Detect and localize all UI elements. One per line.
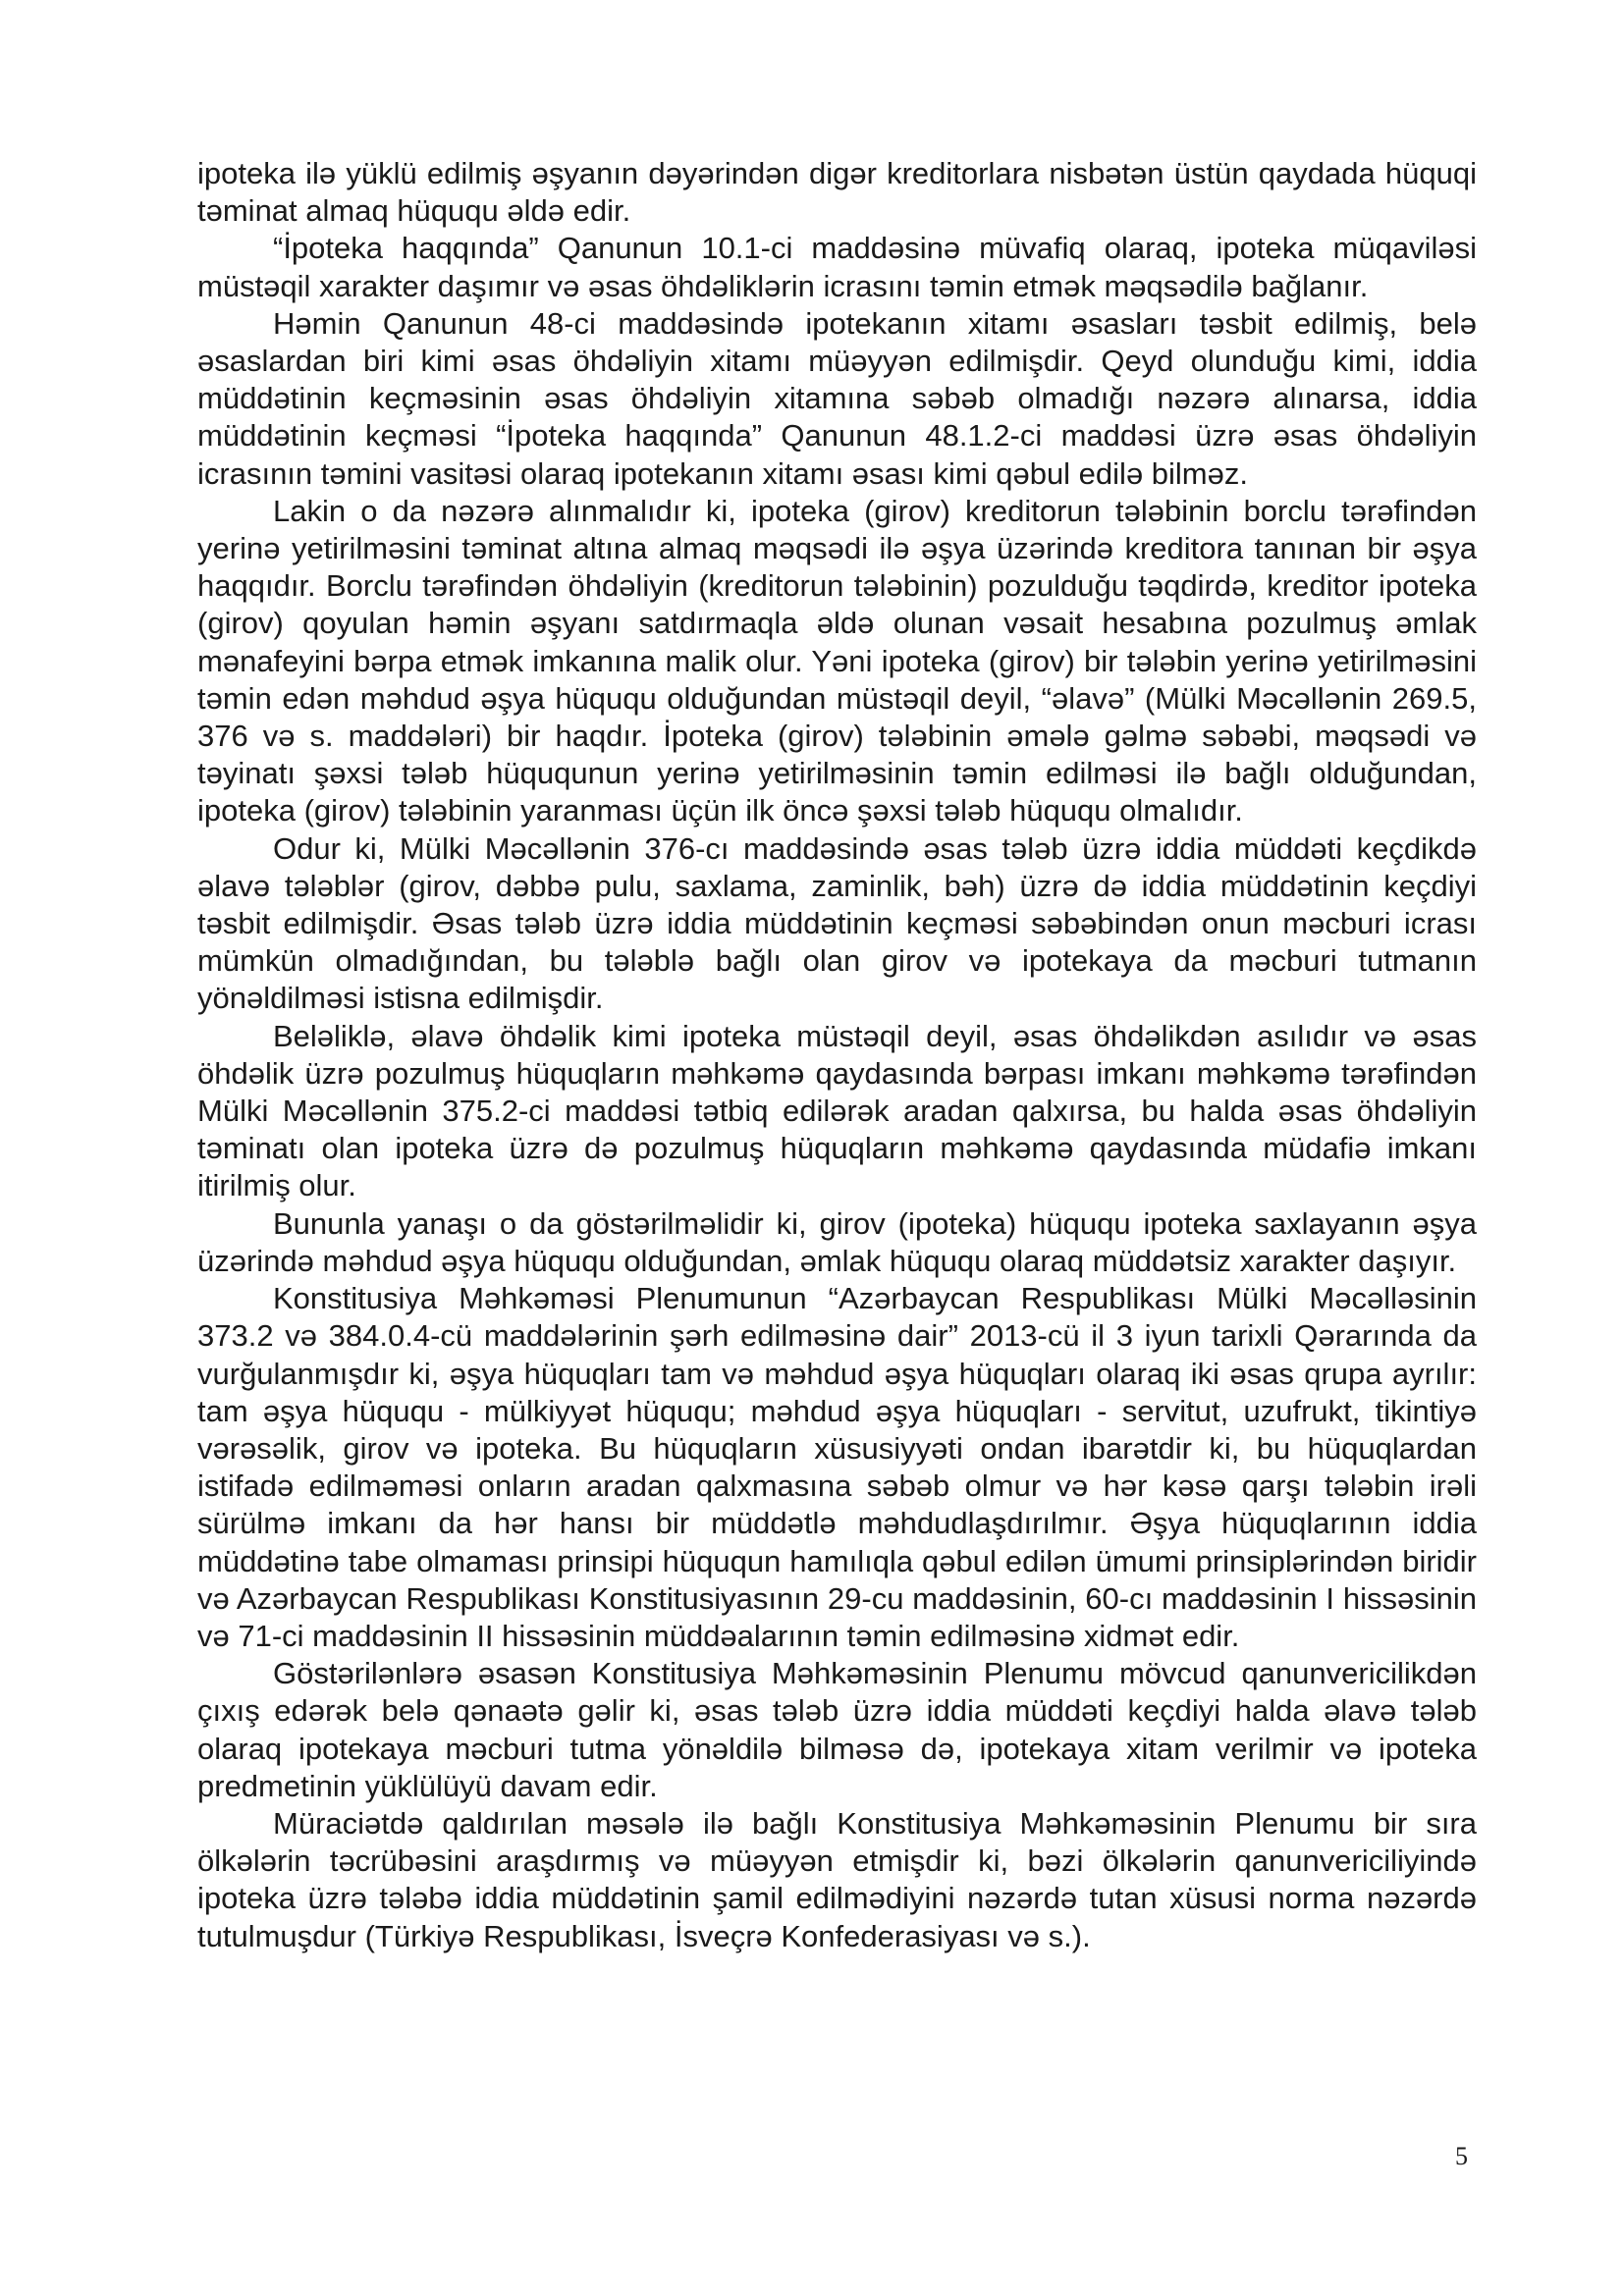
paragraph: Göstərilənlərə əsasən Konstitusiya Məhkəməsinin Plenumu mövcud qanunvericilikdən çıxış edərək belə qənaətə gəlir ki, əsas tələb üzrə iddia müddəti keçdiyi halda əlavə tələb olaraq ipotekaya məcburi tutma yönəldilə bilməsə də, ipotekaya xitam verilmir və ipoteka predmetinin yüklülüyü davam edir.	[197, 1656, 1477, 1803]
paragraph: Odur ki, Mülki Məcəllənin 376-cı maddəsində əsas tələb üzrə iddia müddəti keçdikdə əlavə tələblər (girov, dəbbə pulu, saxlama, zaminlik, bəh) üzrə də iddia müddətinin keçdiyi təsbit edilmişdir. Əsas tələb üzrə iddia müddətinin keçməsi səbəbindən onun məcburi icrası mümkün olmadığından, bu tələblə bağlı olan girov və ipotekaya da məcburi tutmanın yönəldilməsi istisna edilmişdir.	[197, 830, 1477, 1016]
paragraph-continuation: ipoteka ilə yüklü edilmiş əşyanın dəyərindən digər kreditorlara nisbətən üstün qaydada hüquqi təminat almaq hüququ əldə edir.	[197, 156, 1477, 229]
paragraph: “İpoteka haqqında” Qanunun 10.1-ci maddəsinə müvafiq olaraq, ipoteka müqaviləsi müstəqil xarakter daşımır və əsas öhdəliklərin icrasını təmin etmək məqsədilə bağlanır.	[197, 231, 1477, 303]
paragraph: Beləliklə, əlavə öhdəlik kimi ipoteka müstəqil deyil, əsas öhdəlikdən asılıdır və əsas öhdəlik üzrə pozulmuş hüquqların məhkəmə qaydasında bərpası imkanı məhkəmə tərəfindən Mülki Məcəllənin 375.2-ci maddəsi tətbiq edilərək aradan qalxırsa, bu halda əsas öhdəliyin təminatı olan ipoteka üzrə də pozulmuş hüquqların məhkəmə qaydasında müdafiə imkanı itirilmiş olur.	[197, 1018, 1477, 1203]
paragraph: Konstitusiya Məhkəməsi Plenumunun “Azərbaycan Respublikası Mülki Məcəlləsinin 373.2 və 384.0.4-cü maddələrinin şərh edilməsinə dair” 2013-cü il 3 iyun tarixli Qərarında da vurğulanmışdır ki, əşya hüquqları tam və məhdud əşya hüquqları olaraq iki əsas qrupa ayrılır: tam əşya hüququ - mülkiyyət hüququ; məhdud əşya hüquqları - servitut, uzufrukt, tikintiyə vərəsəlik, girov və ipoteka. Bu hüquqların xüsusiyyəti ondan ibarətdir ki, bu hüquqlardan istifadə edilməməsi onların aradan qalxmasına səbəb olmur və hər kəsə qarşı tələbin irəli sürülmə imkanı da hər hansı bir müddətlə məhdudlaşdırılmır. Əşya hüquqlarının iddia müddətinə tabe olmaması prinsipi hüququn hamılıqla qəbul edilən ümumi prinsiplərindən biridir və Azərbaycan Respublikası Konstitusiyasının 29-cu maddəsinin, 60-cı maddəsinin I hissəsinin və 71-ci maddəsinin II hissəsinin müddəalarının təmin edilməsinə xidmət edir.	[197, 1281, 1477, 1653]
paragraph: Müraciətdə qaldırılan məsələ ilə bağlı Konstitusiya Məhkəməsinin Plenumu bir sıra ölkələrin təcrübəsini araşdırmış və müəyyən etmişdir ki, bəzi ölkələrin qanunvericiliyində ipoteka üzrə tələbə iddia müddətinin şamil edilmədiyini nəzərdə tutan xüsusi norma nəzərdə tutulmuşdur (Türkiyə Respublikası, İsveçrə Konfederasiyası və s.).	[197, 1805, 1477, 1953]
document-body	[197, 155, 1477, 1955]
paragraph: Həmin Qanunun 48-ci maddəsində ipotekanın xitamı əsasları təsbit edilmiş, belə əsaslardan biri kimi əsas öhdəliyin xitamı müəyyən edilmişdir. Qeyd olunduğu kimi, iddia müddətinin keçməsinin əsas öhdəliyin xitamına səbəb olmadığı nəzərə alınarsa, iddia müddətinin keçməsi “İpoteka haqqında” Qanunun 48.1.2-ci maddəsi üzrə əsas öhdəliyin icrasının təmini vasitəsi olaraq ipotekanın xitamı əsası kimi qəbul edilə bilməz.	[197, 305, 1477, 491]
paragraph: Lakin o da nəzərə alınmalıdır ki, ipoteka (girov) kreditorun tələbinin borclu tərəfindən yerinə yetirilməsini təminat altına almaq məqsədi ilə əşya üzərində kreditora tanınan bir əşya haqqıdır. Borclu tərəfindən öhdəliyin (kreditorun tələbinin) pozulduğu təqdirdə, kreditor ipoteka (girov) qoyulan həmin əşyanı satdırmaqla əldə olunan vəsait hesabına pozulmuş əmlak mənafeyini bərpa etmək imkanına malik olur. Yəni ipoteka (girov) bir tələbin yerinə yetirilməsini təmin edən məhdud əşya hüququ olduğundan müstəqil deyil, “əlavə” (Mülki Məcəllənin 269.5, 376 və s. maddələri) bir haqdır. İpoteka (girov) tələbinin əmələ gəlmə səbəbi, məqsədi və təyinatı şəxsi tələb hüququnun yerinə yetirilməsinin təmin edilməsi ilə bağlı olduğundan, ipoteka (girov) tələbinin yaranması üçün ilk öncə şəxsi tələb hüququ olmalıdır.	[197, 493, 1477, 828]
paragraph: Bununla yanaşı o da göstərilməlidir ki, girov (ipoteka) hüququ ipoteka saxlayanın əşya üzərində məhdud əşya hüququ olduğundan, əmlak hüququ olaraq müddətsiz xarakter daşıyır.	[197, 1205, 1477, 1278]
page-number: 5	[1455, 2142, 1468, 2170]
